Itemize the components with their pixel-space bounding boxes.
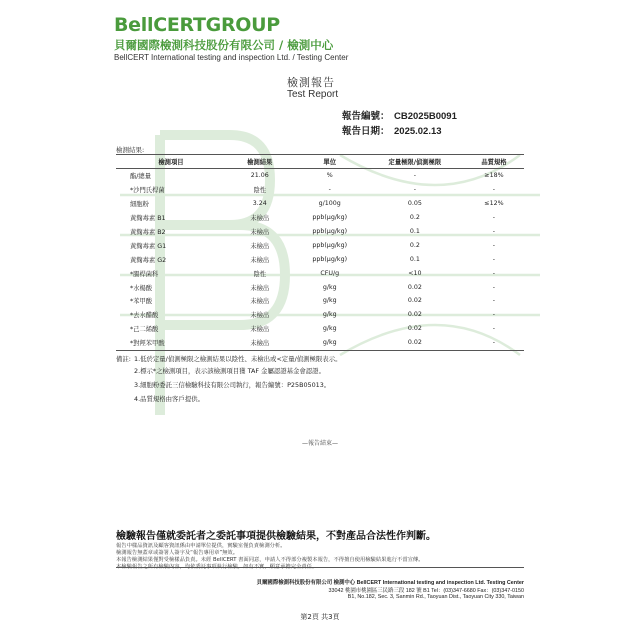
cell-spec: - bbox=[492, 241, 496, 249]
header-spec: 品質規格 bbox=[464, 155, 524, 169]
report-number bbox=[342, 108, 457, 122]
cell-spec: ≤12% bbox=[484, 200, 504, 208]
cell-item: *苯甲酸 bbox=[130, 298, 153, 306]
table-header-row bbox=[116, 155, 524, 169]
table-row bbox=[116, 294, 524, 308]
table-row bbox=[116, 280, 524, 294]
disclaimer-line: 本報告檢測結果僅對受檢樣品負責。未經 BellCERT 書面同意，申請人不得部分複製本報告，不得擅自使用檢驗結果進行不當宣傳。 bbox=[116, 557, 424, 563]
footer-address-en: B1, No.182, Sec. 3, Sanmin Rd., Taoyuan Dist., Taoyuan City 330, Taiwan bbox=[347, 594, 524, 600]
cell-spec: - bbox=[492, 214, 496, 222]
results-body bbox=[116, 169, 524, 351]
cell-limit: 0.02 bbox=[407, 297, 422, 305]
cell-unit: g/kg bbox=[294, 336, 366, 350]
brand-logo bbox=[114, 14, 280, 36]
cell-item: *對羥苯甲酸 bbox=[116, 336, 226, 350]
cell-unit: % bbox=[326, 172, 333, 180]
cell-result: 陰性 bbox=[253, 187, 267, 195]
header-item: 檢測項目 bbox=[116, 155, 226, 169]
cell-item: 黃麴毒素 B1 bbox=[130, 215, 166, 223]
cell-spec: - bbox=[464, 336, 524, 350]
table-row bbox=[116, 336, 524, 350]
cell-spec: - bbox=[492, 283, 496, 291]
table-row bbox=[116, 252, 524, 266]
cell-limit: 0.1 bbox=[409, 228, 420, 235]
company-name-en: BellCERT International testing and inspection Ltd. / Testing Center bbox=[114, 53, 349, 62]
cell-unit: g/kg bbox=[322, 311, 337, 319]
note-item: 3.細胞粉委託三信檢驗科技有限公司執行，報告編號：P25B05013。 bbox=[134, 381, 331, 389]
cell-result: 未檢出 bbox=[250, 326, 270, 334]
table-row bbox=[116, 225, 524, 239]
results-table bbox=[116, 155, 524, 351]
table-row bbox=[116, 322, 524, 336]
cell-unit: g/100g bbox=[318, 200, 341, 208]
disclaimer-heading: 檢驗報告僅就委託者之委託事項提供檢驗結果，不對產品合法性作判斷。 bbox=[116, 531, 436, 542]
report-title-zh: 檢測報告 bbox=[287, 76, 335, 89]
cell-result: 21.06 bbox=[250, 172, 269, 180]
cell-spec: - bbox=[492, 325, 496, 333]
cell-limit: 0.02 bbox=[407, 283, 422, 291]
cell-result: 未檢出 bbox=[250, 284, 270, 292]
cell-unit: ppb(μg/kg) bbox=[312, 228, 348, 235]
cell-result: 未檢出 bbox=[250, 242, 270, 250]
cell-limit: <10 bbox=[408, 269, 422, 277]
cell-item: *水楊酸 bbox=[130, 284, 153, 292]
cell-result: 未檢出 bbox=[250, 215, 270, 223]
footer-divider bbox=[116, 567, 524, 568]
table-row bbox=[116, 308, 524, 322]
page-number: 第2頁 共3頁 bbox=[300, 613, 340, 621]
notes-label: 備註: bbox=[116, 355, 131, 363]
cell-spec: - bbox=[492, 255, 496, 263]
cell-limit: 0.1 bbox=[409, 255, 420, 263]
cell-limit: - bbox=[413, 186, 416, 194]
cell-item: *己二烯酸 bbox=[130, 326, 159, 334]
cell-item: 黃麴毒素 G2 bbox=[130, 256, 167, 264]
table-row bbox=[116, 266, 524, 280]
cell-result: 未檢出 bbox=[250, 312, 270, 320]
cell-spec: - bbox=[492, 269, 496, 277]
cell-item: 酯/總量 bbox=[130, 173, 152, 181]
cell-spec: ≥18% bbox=[484, 172, 504, 180]
table-row bbox=[116, 211, 524, 225]
footer-company: 貝爾國際檢測科技股份有限公司 檢測中心 BellCERT International testing and inspection Ltd. Testing Center bbox=[256, 580, 524, 586]
header-unit: 單位 bbox=[294, 155, 366, 169]
table-row bbox=[116, 238, 524, 252]
cell-unit: ppb(μg/kg) bbox=[312, 214, 348, 222]
cell-result: 3.24 bbox=[252, 200, 267, 208]
disclaimer-line: 本檢驗報告之所有檢驗內容，均依委託事項執行檢驗，如有不實，願意承擔完全責任。 bbox=[116, 564, 318, 570]
table-row bbox=[116, 197, 524, 211]
report-title-en: Test Report bbox=[287, 89, 339, 100]
disclaimer-line: 報告中樣品資訊及顧客資訊係由申請單位提供，實驗室僅負責檢測分析。 bbox=[116, 543, 286, 549]
report-date-value: 2025.02.13 bbox=[394, 126, 442, 137]
cell-limit: 0.2 bbox=[409, 214, 420, 222]
cell-limit: 0.02 bbox=[366, 336, 464, 350]
cell-unit: CFU/g bbox=[320, 269, 340, 277]
report-date-label: 報告日期： bbox=[342, 126, 390, 137]
cell-item: *去水醋酸 bbox=[130, 312, 159, 320]
cell-spec: - bbox=[492, 228, 496, 235]
logo-group-text: GROUP bbox=[205, 14, 280, 36]
cell-unit: g/kg bbox=[322, 325, 337, 333]
cell-result: 未檢出 bbox=[250, 298, 270, 306]
cell-limit: 0.02 bbox=[407, 311, 422, 319]
note-item: 1.低於定量/偵測極限之檢測結果以陰性、未檢出或<定量/偵測極限表示。 bbox=[134, 355, 342, 363]
cell-unit: g/kg bbox=[322, 283, 337, 291]
cell-unit: ppb(μg/kg) bbox=[312, 241, 348, 249]
cell-limit: 0.05 bbox=[407, 200, 422, 208]
header-result: 檢測結果 bbox=[226, 155, 294, 169]
report-number-label: 報告編號： bbox=[342, 111, 390, 122]
cell-limit: 0.2 bbox=[409, 241, 420, 249]
footer-address-zh: 33042 桃園市桃園區三民路三段 182 號 B1 Tel：(03)347-6680 Fax：(03)347-0150 bbox=[328, 588, 524, 594]
cell-unit: g/kg bbox=[322, 297, 337, 305]
cell-spec: - bbox=[492, 186, 496, 194]
report-end-mark: —報告結束— bbox=[301, 440, 338, 447]
note-item: 2.標示*之檢測項目，表示該檢測項目獲 TAF 金屬認證基金會認證。 bbox=[134, 367, 325, 375]
cell-unit: - bbox=[328, 186, 331, 194]
note-item: 4.品質規格由客戶提供。 bbox=[134, 395, 205, 403]
cell-result: 未檢出 bbox=[250, 256, 270, 264]
cell-item: 黃麴毒素 B2 bbox=[130, 229, 166, 236]
disclaimer-line: 檢測報告無蓋章或簽署人簽字及“報告專用章”無效。 bbox=[116, 550, 239, 556]
cell-spec: - bbox=[492, 297, 496, 305]
cell-spec: - bbox=[492, 311, 496, 319]
table-row bbox=[116, 183, 524, 197]
results-section-label: 檢測結果: bbox=[116, 146, 145, 154]
cell-result: 未檢出 bbox=[226, 336, 294, 350]
cell-result: 未檢出 bbox=[250, 229, 270, 236]
report-date bbox=[342, 123, 442, 137]
cell-item: *腸桿菌科 bbox=[130, 270, 159, 278]
cell-item: 黃麴毒素 G1 bbox=[130, 242, 167, 250]
cell-unit: ppb(μg/kg) bbox=[312, 255, 348, 263]
cell-item: *沙門氏桿菌 bbox=[130, 187, 165, 195]
report-number-value: CB2025B0091 bbox=[394, 111, 457, 122]
cell-limit: - bbox=[413, 172, 416, 180]
company-name-zh: 貝爾國際檢測科技股份有限公司 / 檢測中心 bbox=[114, 38, 334, 52]
logo-text: BellCERT bbox=[114, 14, 206, 36]
cell-result: 陰性 bbox=[253, 270, 267, 278]
cell-limit: 0.02 bbox=[407, 325, 422, 333]
cell-item: 細胞粉 bbox=[130, 201, 149, 209]
header-limit: 定量極限/偵測極限 bbox=[366, 155, 464, 169]
table-row bbox=[116, 169, 524, 183]
